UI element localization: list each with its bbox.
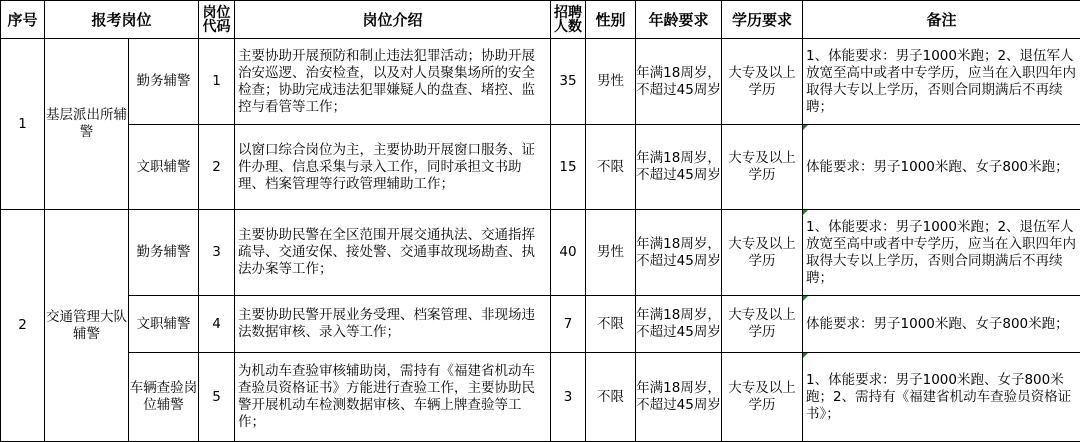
header-remark: 备注 <box>803 1 1080 39</box>
header-code <box>199 1 235 39</box>
post-code: 1 <box>199 39 235 125</box>
table-row <box>1 296 1080 353</box>
header-code-line1: 岗位 <box>203 5 231 21</box>
gender: 男性 <box>586 39 636 125</box>
remark: 体能要求：男子1000米跑、女子800米跑； <box>803 125 1080 210</box>
post-code: 2 <box>199 125 235 210</box>
remark: 1、体能要求：男子1000米跑；2、退伍军人放宽至高中或者中专学历，应当在入职四年内取得大专以上学历，否则合同期满后不再续聘； <box>803 210 1080 296</box>
remark: 体能要求：男子1000米跑、女子800米跑； <box>803 296 1080 353</box>
group-seq: 2 <box>1 210 45 442</box>
header-edu: 学历要求 <box>722 1 803 39</box>
group-seq: 1 <box>1 39 45 210</box>
age-requirement: 年满18周岁，不超过45周岁 <box>636 39 722 125</box>
edu-requirement: 大专及以上学历 <box>722 210 803 296</box>
remark: 1、体能要求：男子1000米跑、女子800米跑；2、需持有《福建省机动车查验员资格证书》； <box>803 353 1080 442</box>
age-requirement: 年满18周岁，不超过45周岁 <box>636 125 722 210</box>
group-dept: 基层派出所辅警 <box>45 39 129 210</box>
hire-count: 15 <box>551 125 586 210</box>
post-name: 文职辅警 <box>129 125 199 210</box>
header-age: 年龄要求 <box>636 1 722 39</box>
table-row <box>1 210 1080 296</box>
table-row <box>1 353 1080 442</box>
header-count-line1: 招聘 <box>554 5 582 21</box>
remark: 1、体能要求：男子1000米跑；2、退伍军人放宽至高中或者中专学历，应当在入职四年内取得大专以上学历，否则合同期满后不再续聘； <box>803 39 1080 125</box>
post-name: 勤务辅警 <box>129 210 199 296</box>
group-dept: 交通管理大队辅警 <box>45 210 129 442</box>
post-code: 5 <box>199 353 235 442</box>
hire-count: 40 <box>551 210 586 296</box>
post-intro: 主要协助民警开展业务受理、档案管理、非现场违法数据审核、录入等工作； <box>235 296 551 353</box>
header-intro: 岗位介绍 <box>235 1 551 39</box>
post-name: 勤务辅警 <box>129 39 199 125</box>
edu-requirement: 大专及以上学历 <box>722 353 803 442</box>
age-requirement: 年满18周岁，不超过45周岁 <box>636 210 722 296</box>
post-intro: 主要协助民警在全区范围开展交通执法、交通指挥疏导、交通安保、接处警、交通事故现场勘查、执法办案等工作； <box>235 210 551 296</box>
post-intro: 以窗口综合岗位为主，主要协助开展窗口服务、证件办理、信息采集与录入工作，同时承担文书助理、档案管理等行政管理辅助工作； <box>235 125 551 210</box>
post-name: 车辆查验岗位辅警 <box>129 353 199 442</box>
gender: 男性 <box>586 210 636 296</box>
header-code-line2: 代码 <box>203 19 231 35</box>
edu-requirement: 大专及以上学历 <box>722 125 803 210</box>
table-row <box>1 125 1080 210</box>
hire-count: 7 <box>551 296 586 353</box>
post-name: 文职辅警 <box>129 296 199 353</box>
hire-count: 35 <box>551 39 586 125</box>
header-row <box>1 1 1080 39</box>
header-dept-post: 报考岗位 <box>45 1 199 39</box>
post-intro: 主要协助开展预防和制止违法犯罪活动；协助开展治安巡逻、治安检查，以及对人员聚集场所的安全检查；协助完成违法犯罪嫌疑人的盘查、堵控、监控与看管等工作； <box>235 39 551 125</box>
gender: 不限 <box>586 353 636 442</box>
post-code: 3 <box>199 210 235 296</box>
edu-requirement: 大专及以上学历 <box>722 39 803 125</box>
age-requirement: 年满18周岁，不超过45周岁 <box>636 353 722 442</box>
age-requirement: 年满18周岁，不超过45周岁 <box>636 296 722 353</box>
gender: 不限 <box>586 296 636 353</box>
gender: 不限 <box>586 125 636 210</box>
header-count-line2: 人数 <box>554 19 582 35</box>
table-row <box>1 39 1080 125</box>
hire-count: 3 <box>551 353 586 442</box>
header-gender: 性别 <box>586 1 636 39</box>
post-intro: 为机动车查验审核辅助岗，需持有《福建省机动车查验员资格证书》方能进行查验工作，主要协助民警开展机动车检测数据审核、车辆上牌查验等工作； <box>235 353 551 442</box>
edu-requirement: 大专及以上学历 <box>722 296 803 353</box>
post-code: 4 <box>199 296 235 353</box>
header-count <box>551 1 586 39</box>
header-seq: 序号 <box>1 1 45 39</box>
